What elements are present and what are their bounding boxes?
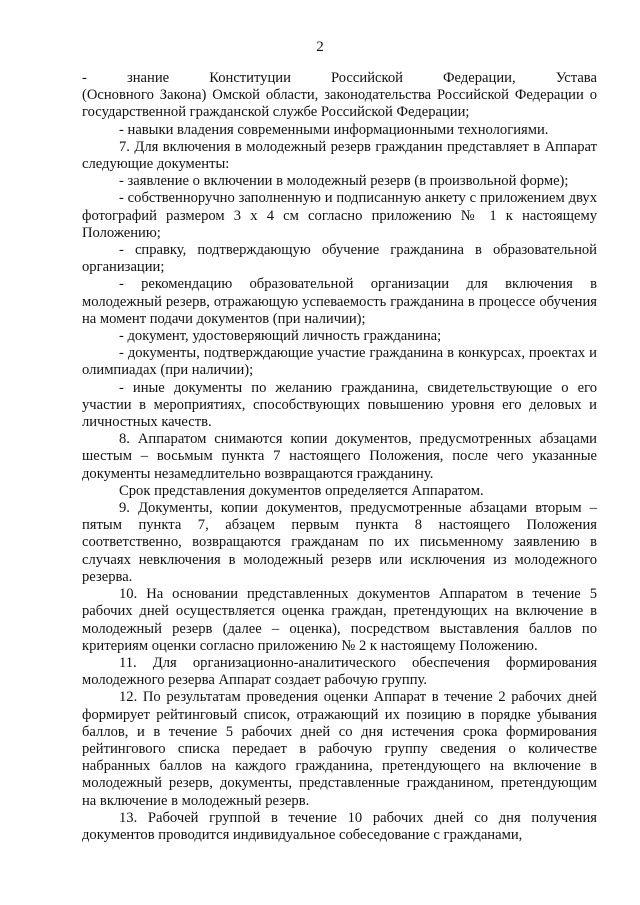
paragraph: - иные документы по желанию гражданина, свидетельствующие о его участии в мероприятиях, способствующих повышению уровня его деловых и личностных качеств. — [82, 379, 597, 431]
document-body — [82, 70, 597, 844]
paragraph-text: (Основного Закона) Омской области, законодательства Российской Федерации о государственной гражданской службе Российской Федерации; — [82, 87, 597, 121]
paragraph: - документы, подтверждающие участие гражданина в конкурсах, проектах и олимпиадах (при наличии); — [82, 345, 597, 379]
paragraph: - заявление о включении в молодежный резерв (в произвольной форме); — [119, 173, 569, 190]
paragraph-first-line — [82, 70, 597, 87]
paragraph: 12. По результатам проведения оценки Аппарат в течение 2 рабочих дней формирует рейтинговый список, отражающий их позицию в порядке убывания баллов, и в течение 5 рабочих дней со дня истечения срока формирования рейтингового списка передает в рабочую группу сведения о количестве набранных баллов на каждого гражданина, претендующего на включение в молодежный резерв, документы, представленные гражданином, претендующим на включение в молодежный резерв. — [82, 689, 597, 809]
paragraph — [82, 70, 597, 122]
page-number: 2 — [316, 39, 324, 55]
paragraph: Срок представления документов определяется Аппаратом. — [119, 482, 484, 499]
paragraph: 8. Аппаратом снимаются копии документов, предусмотренных абзацами шестым – восьмым пункта 7 настоящего Положения, после чего указанные документы незамедлительно возвращаются гражданину. — [82, 431, 597, 482]
paragraph: - собственноручно заполненную и подписанную анкету с приложением двух фотографий размером 3 х 4 см согласно приложению № 1 к настоящему Положению; — [82, 190, 597, 241]
paragraph: 13. Рабочей группой в течение 10 рабочих дней со дня получения документов проводится индивидуальное собеседование с гражданами, — [82, 809, 597, 843]
paragraph: 11. Для организационно-аналитического обеспечения формирования молодежного резерва Аппарат создает рабочую группу. — [82, 654, 597, 689]
paragraph: - навыки владения современными информационными технологиями. — [119, 121, 549, 138]
paragraph: 10. На основании представленных документов Аппаратом в течение 5 рабочих дней осуществляется оценка граждан, претендующих на включение в молодежный резерв (далее – оценка), посредством выставления баллов по критериям оценки согласно приложению № 2 к настоящему Положению. — [82, 586, 597, 654]
paragraph: - рекомендацию образовательной организации для включения в молодежный резерв, отражающую успеваемость гражданина в процессе обучения на момент подачи документов (при наличии); — [82, 276, 597, 327]
word: - — [82, 70, 87, 86]
paragraph: 7. Для включения в молодежный резерв гражданин представляет в Аппарат следующие документы: — [82, 138, 597, 173]
word: Устава — [555, 70, 597, 86]
paragraph: - справку, подтверждающую обучение гражданина в образовательной организации; — [82, 242, 597, 276]
paragraph: - документ, удостоверяющий личность гражданина; — [119, 328, 442, 345]
word: Конституции — [209, 70, 291, 86]
word: Российской — [331, 70, 403, 86]
word: Федерации, — [443, 70, 516, 86]
paragraph: 9. Документы, копии документов, предусмотренные абзацами вторым – пятым пункта 7, абзацем первым пункта 8 настоящего Положения соответственно, возвращаются гражданам по их письменному заявлению в случаях невключения в молодежный резерв или исключения из молодежного резерва. — [82, 500, 597, 585]
word: знание — [126, 70, 170, 86]
